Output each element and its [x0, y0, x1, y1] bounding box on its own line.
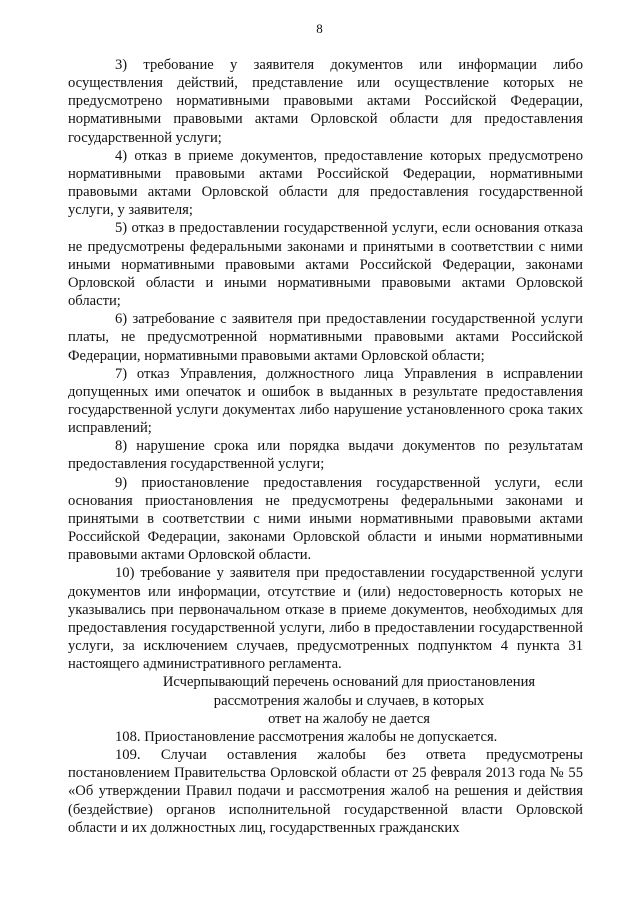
list-item-6: 6) затребование с заявителя при предоставлении государственной услуги платы, не предусмотренной нормативными правовыми актами Российской Федерации, нормативными правовыми актами Орловской области; — [68, 311, 583, 364]
page-number: 8 — [316, 21, 323, 36]
list-item-9: 9) приостановление предоставления государственной услуги, если основания приостановления не предусмотрены федеральными законами и принятыми в соответствии с ними иными нормативными правовыми актами Российской Федерации, законами Орловской области и иными нормативными правовыми актами Орловской области. — [68, 474, 583, 564]
list-item-3: 3) требование у заявителя документов или информации либо осуществления действий, представление или осуществление которых не предусмотрено нормативными правовыми актами Российской Федерации, нормативными правовыми актами Орловской области для предоставления государственной услуги; — [68, 57, 583, 146]
list-item-10: 10) требование у заявителя при предоставлении государственной услуги документов или информации, отсутствие и (или) недостоверность которых не указывались при первоначальном отказе в приеме документов, необходимых для предоставления государственной услуги, либо в предоставлении государственной услуги, за исключением случаев, предусмотренных подпунктом 4 пункта 31 настоящего административного регламента. — [68, 565, 583, 673]
section-heading — [68, 673, 583, 728]
paragraph-109: 109. Случаи оставления жалобы без ответа предусмотрены постановлением Правительства Орловской области от 25 февраля 2013 года № 55 «Об утверждении Правил подачи и рассмотрения жалоб на решения и действия (бездействие) органов исполнительной государственной власти Орловской области и их должностных лиц, государственных гражданских — [68, 747, 583, 836]
document-body — [68, 56, 583, 837]
heading-line-1: Исчерпывающий перечень оснований для приостановления — [162, 674, 536, 691]
list-item-8: 8) нарушение срока или порядка выдачи документов по результатам предоставления государственной услуги; — [68, 438, 583, 473]
list-item-4: 4) отказ в приеме документов, предоставление которых предусмотрено нормативными правовыми актами Российской Федерации, нормативными правовыми актами Орловской области для предоставления государственной услуги, у заявителя; — [68, 147, 583, 219]
list-item-7: 7) отказ Управления, должностного лица Управления в исправлении допущенных ими опечаток и ошибок в выданных в результате предоставления государственной услуги документах либо нарушение установленного срока таких исправлений; — [68, 365, 583, 437]
heading-line-2: рассмотрения жалобы и случаев, в которых — [213, 692, 485, 709]
heading-line-3: ответ на жалобу не дается — [268, 710, 430, 727]
list-item-5: 5) отказ в предоставлении государственной услуги, если основания отказа не предусмотрены федеральными законами и принятыми в соответствии с ними иными нормативными правовыми актами Российской Федерации, законами Орловской области и иными нормативными правовыми актами Орловской области; — [68, 220, 583, 310]
paragraph-108: 108. Приостановление рассмотрения жалобы не допускается. — [115, 728, 498, 745]
